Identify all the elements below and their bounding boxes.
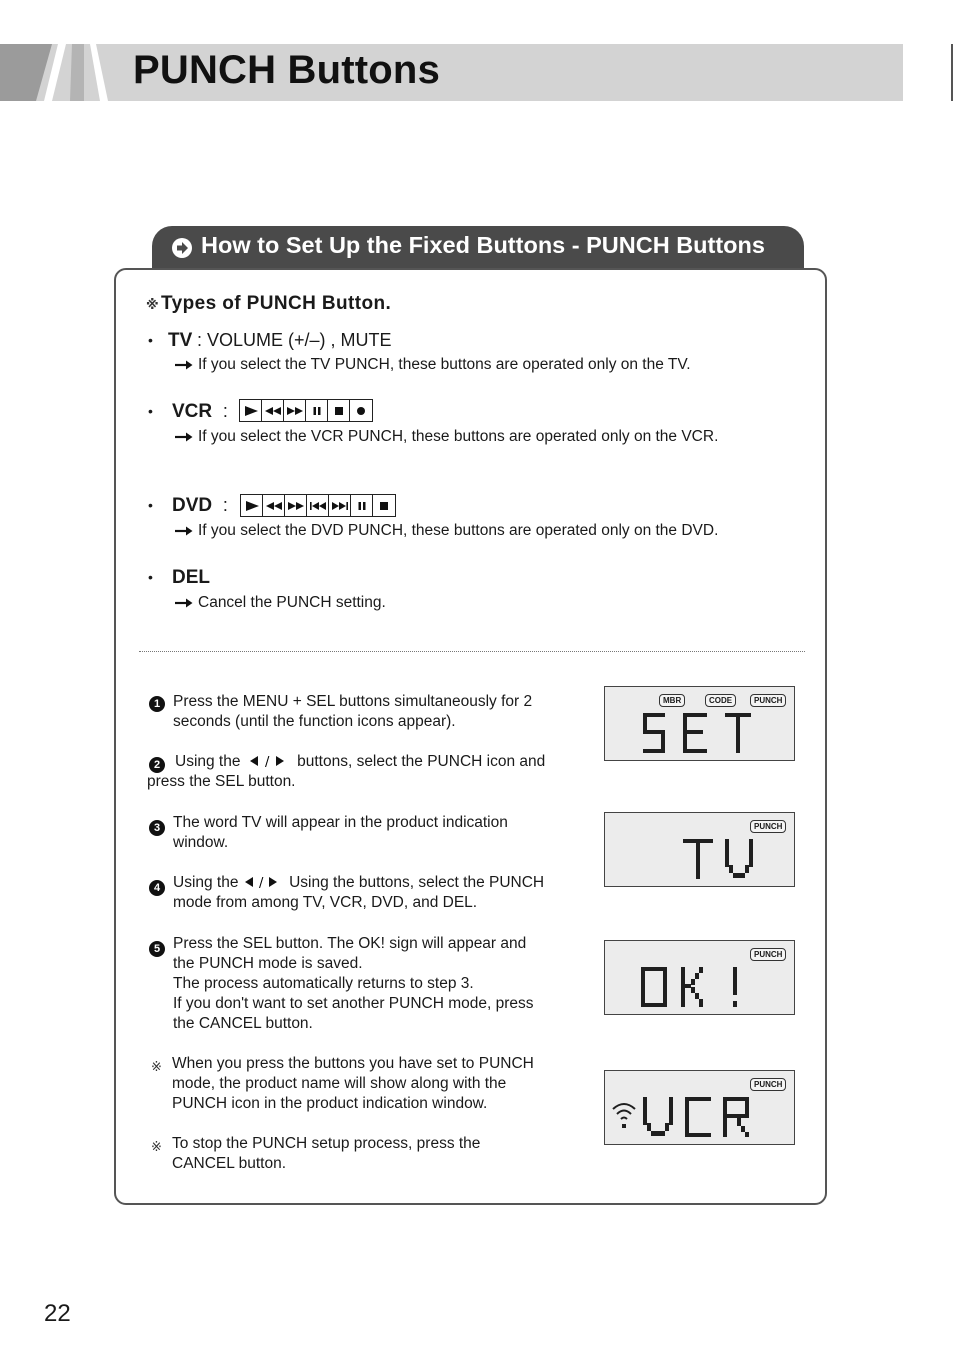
step-line: The word TV will appear in the product indication xyxy=(173,814,508,831)
punch-tag: PUNCH xyxy=(750,820,786,833)
bullet: • xyxy=(148,497,153,513)
play-icon xyxy=(241,495,263,516)
skip-forward-icon xyxy=(329,495,351,516)
step-text xyxy=(173,934,583,1034)
section-title: How to Set Up the Fixed Buttons - PUNCH Buttons xyxy=(201,232,765,258)
step-number xyxy=(149,817,165,837)
punch-tag: PUNCH xyxy=(750,694,786,707)
rewind-icon xyxy=(263,495,285,516)
types-heading-text: Types of PUNCH Button. xyxy=(161,293,392,314)
right-arrow-icon xyxy=(175,360,193,370)
list-item-del xyxy=(148,567,210,588)
punch-tag: PUNCH xyxy=(750,948,786,961)
stop-icon xyxy=(373,495,395,516)
left-right-arrows-icon xyxy=(244,875,284,889)
lcd-segment-text xyxy=(641,711,761,757)
note-text xyxy=(172,1134,582,1174)
item-description-text: Cancel the PUNCH setting. xyxy=(198,594,386,611)
step-line: Using the xyxy=(175,753,241,770)
step-line: If you don't want to set another PUNCH mode, press xyxy=(173,995,534,1012)
lcd-display-tv xyxy=(604,812,795,887)
note-line: PUNCH icon in the product indication window. xyxy=(172,1095,488,1112)
header-stripes-decoration xyxy=(0,44,110,101)
step-line: Press the MENU + SEL buttons simultaneously for 2 xyxy=(173,693,533,710)
record-icon xyxy=(350,400,372,421)
note-mark-icon: ※ xyxy=(151,1139,162,1154)
fast-forward-icon xyxy=(285,495,307,516)
bullet: • xyxy=(148,569,153,585)
lcd-display-set xyxy=(604,686,795,761)
punch-tag: PUNCH xyxy=(750,1078,786,1091)
step-number-badge: 5 xyxy=(149,941,165,957)
note-line: mode, the product name will show along with the xyxy=(172,1075,507,1092)
item-suffix: : xyxy=(222,401,228,421)
step-number xyxy=(149,693,165,713)
lcd-segment-text xyxy=(681,837,771,883)
list-item-dvd xyxy=(148,495,228,516)
bullet: • xyxy=(148,332,153,348)
list-item-vcr xyxy=(148,401,228,422)
item-description-text: If you select the DVD PUNCH, these buttons are operated only on the DVD. xyxy=(198,522,719,539)
page-number: 22 xyxy=(44,1300,71,1327)
pause-icon xyxy=(351,495,373,516)
item-description xyxy=(175,522,718,540)
right-arrow-icon xyxy=(175,598,193,608)
step-line: Using the buttons, select the PUNCH xyxy=(289,874,545,891)
step-number xyxy=(149,877,165,897)
pause-icon xyxy=(306,400,328,421)
dotted-divider xyxy=(139,651,805,652)
step-number xyxy=(149,754,165,774)
left-right-arrows-icon xyxy=(249,754,289,768)
types-heading xyxy=(146,293,391,315)
punch-signal-icon xyxy=(611,1097,637,1133)
lcd-segment-text xyxy=(641,1095,761,1141)
item-description xyxy=(175,594,386,612)
step-line: window. xyxy=(173,834,229,851)
right-arrow-icon xyxy=(175,432,193,442)
slash-label: / xyxy=(264,755,270,768)
step-number-badge: 1 xyxy=(149,696,165,712)
note-text xyxy=(172,1054,582,1114)
step-number-badge: 2 xyxy=(149,757,165,773)
item-label: TV xyxy=(168,330,193,351)
note-mark-icon: ※ xyxy=(151,1059,162,1074)
item-description-text: If you select the VCR PUNCH, these buttons are operated only on the VCR. xyxy=(198,428,719,445)
step-text xyxy=(173,813,573,853)
step-text xyxy=(173,873,544,893)
arrow-circle-icon xyxy=(171,237,193,259)
bullet: • xyxy=(148,403,153,419)
step-text xyxy=(175,752,545,772)
item-description xyxy=(175,356,691,374)
page-title: PUNCH Buttons xyxy=(133,48,441,92)
lcd-display-vcr xyxy=(604,1070,795,1145)
stop-icon xyxy=(328,400,350,421)
fast-forward-icon xyxy=(284,400,306,421)
step-line: press the SEL button. xyxy=(147,773,296,790)
mbr-tag: MBR xyxy=(659,694,685,707)
note-line: CANCEL button. xyxy=(172,1155,287,1172)
edge-mark xyxy=(951,44,953,101)
skip-back-icon xyxy=(307,495,329,516)
play-icon xyxy=(240,400,262,421)
step-line: mode from among TV, VCR, DVD, and DEL. xyxy=(173,894,478,911)
step-number-badge: 4 xyxy=(149,880,165,896)
item-description xyxy=(175,428,718,446)
slash-label: / xyxy=(258,876,264,889)
note-mark-icon: ※ xyxy=(146,297,160,312)
step-number xyxy=(149,938,165,958)
right-arrow-icon xyxy=(175,526,193,536)
item-suffix: : VOLUME (+/–) , MUTE xyxy=(197,330,392,350)
step-number-badge: 3 xyxy=(149,820,165,836)
lcd-display-ok xyxy=(604,940,795,1015)
rewind-icon xyxy=(262,400,284,421)
step-line: buttons, select the PUNCH icon and xyxy=(297,753,546,770)
item-label: DVD xyxy=(172,495,213,516)
step-line: Using the xyxy=(173,874,239,891)
dvd-button-row xyxy=(240,494,396,517)
step-line: seconds (until the function icons appear). xyxy=(173,713,456,730)
note-line: To stop the PUNCH setup process, press the xyxy=(172,1135,481,1152)
step-text xyxy=(173,692,573,732)
item-label: VCR xyxy=(172,401,213,422)
vcr-button-row xyxy=(239,399,373,422)
step-line: the PUNCH mode is saved. xyxy=(173,955,363,972)
item-suffix: : xyxy=(222,495,228,515)
note-line: When you press the buttons you have set to PUNCH xyxy=(172,1055,534,1072)
step-line: Press the SEL button. The OK! sign will appear and xyxy=(173,935,527,952)
step-line: The process automatically returns to step 3. xyxy=(173,975,474,992)
item-description-text: If you select the TV PUNCH, these buttons are operated only on the TV. xyxy=(198,356,691,373)
step-line: the CANCEL button. xyxy=(173,1015,313,1032)
item-label: DEL xyxy=(172,567,210,588)
list-item-tv xyxy=(148,330,392,351)
code-tag: CODE xyxy=(705,694,736,707)
lcd-segment-text xyxy=(639,965,759,1011)
